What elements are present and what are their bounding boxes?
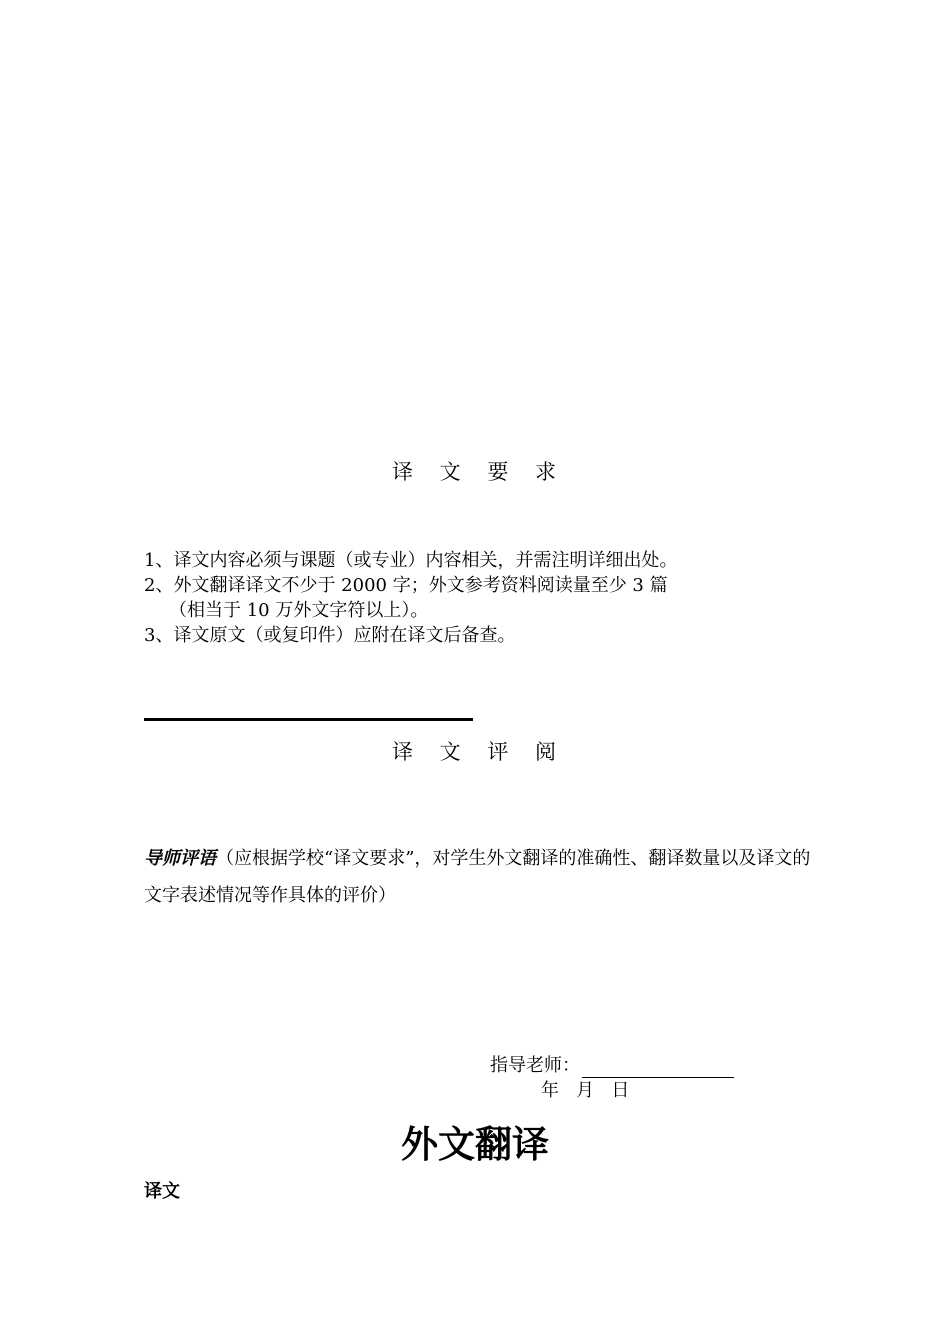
review-heading: 译 文 评 阅 (391, 740, 567, 764)
advisor-comment-text: （应根据学校“译文要求”，对学生外文翻译的准确性、翻译数量以及译文的文字表述情况等作具体的评价） (144, 848, 811, 906)
foreign-translation-title: 外文翻译 (401, 1123, 549, 1166)
date-line: 年 月 日 (541, 1080, 630, 1101)
requirement-item-3-text: 3、译文原文（或复印件）应附在译文后备查。 (144, 625, 516, 646)
advisor-label: 指导老师： (490, 1055, 580, 1076)
requirement-item-2 (144, 573, 824, 623)
requirement-item-1-text: 1、译文内容必须与课题（或专业）内容相关，并需注明详细出处。 (144, 550, 678, 571)
advisor-signature-row (490, 1054, 734, 1078)
section-divider (144, 718, 473, 721)
advisor-comment-instructions (144, 840, 824, 914)
requirement-item-2-text: 2、外文翻译译文不少于 2000 字；外文参考资料阅读量至少 3 篇 (144, 575, 668, 596)
requirement-item-1 (144, 548, 824, 573)
requirements-heading: 译 文 要 求 (391, 460, 567, 484)
requirements-list (144, 548, 824, 648)
translation-label: 译文 (144, 1181, 180, 1202)
requirement-item-3 (144, 623, 824, 648)
advisor-comment-label: 导师评语 (144, 848, 216, 869)
requirement-item-2-continuation: （相当于 10 万外文字符以上）。 (169, 600, 429, 621)
advisor-signature-line[interactable] (582, 1059, 734, 1078)
